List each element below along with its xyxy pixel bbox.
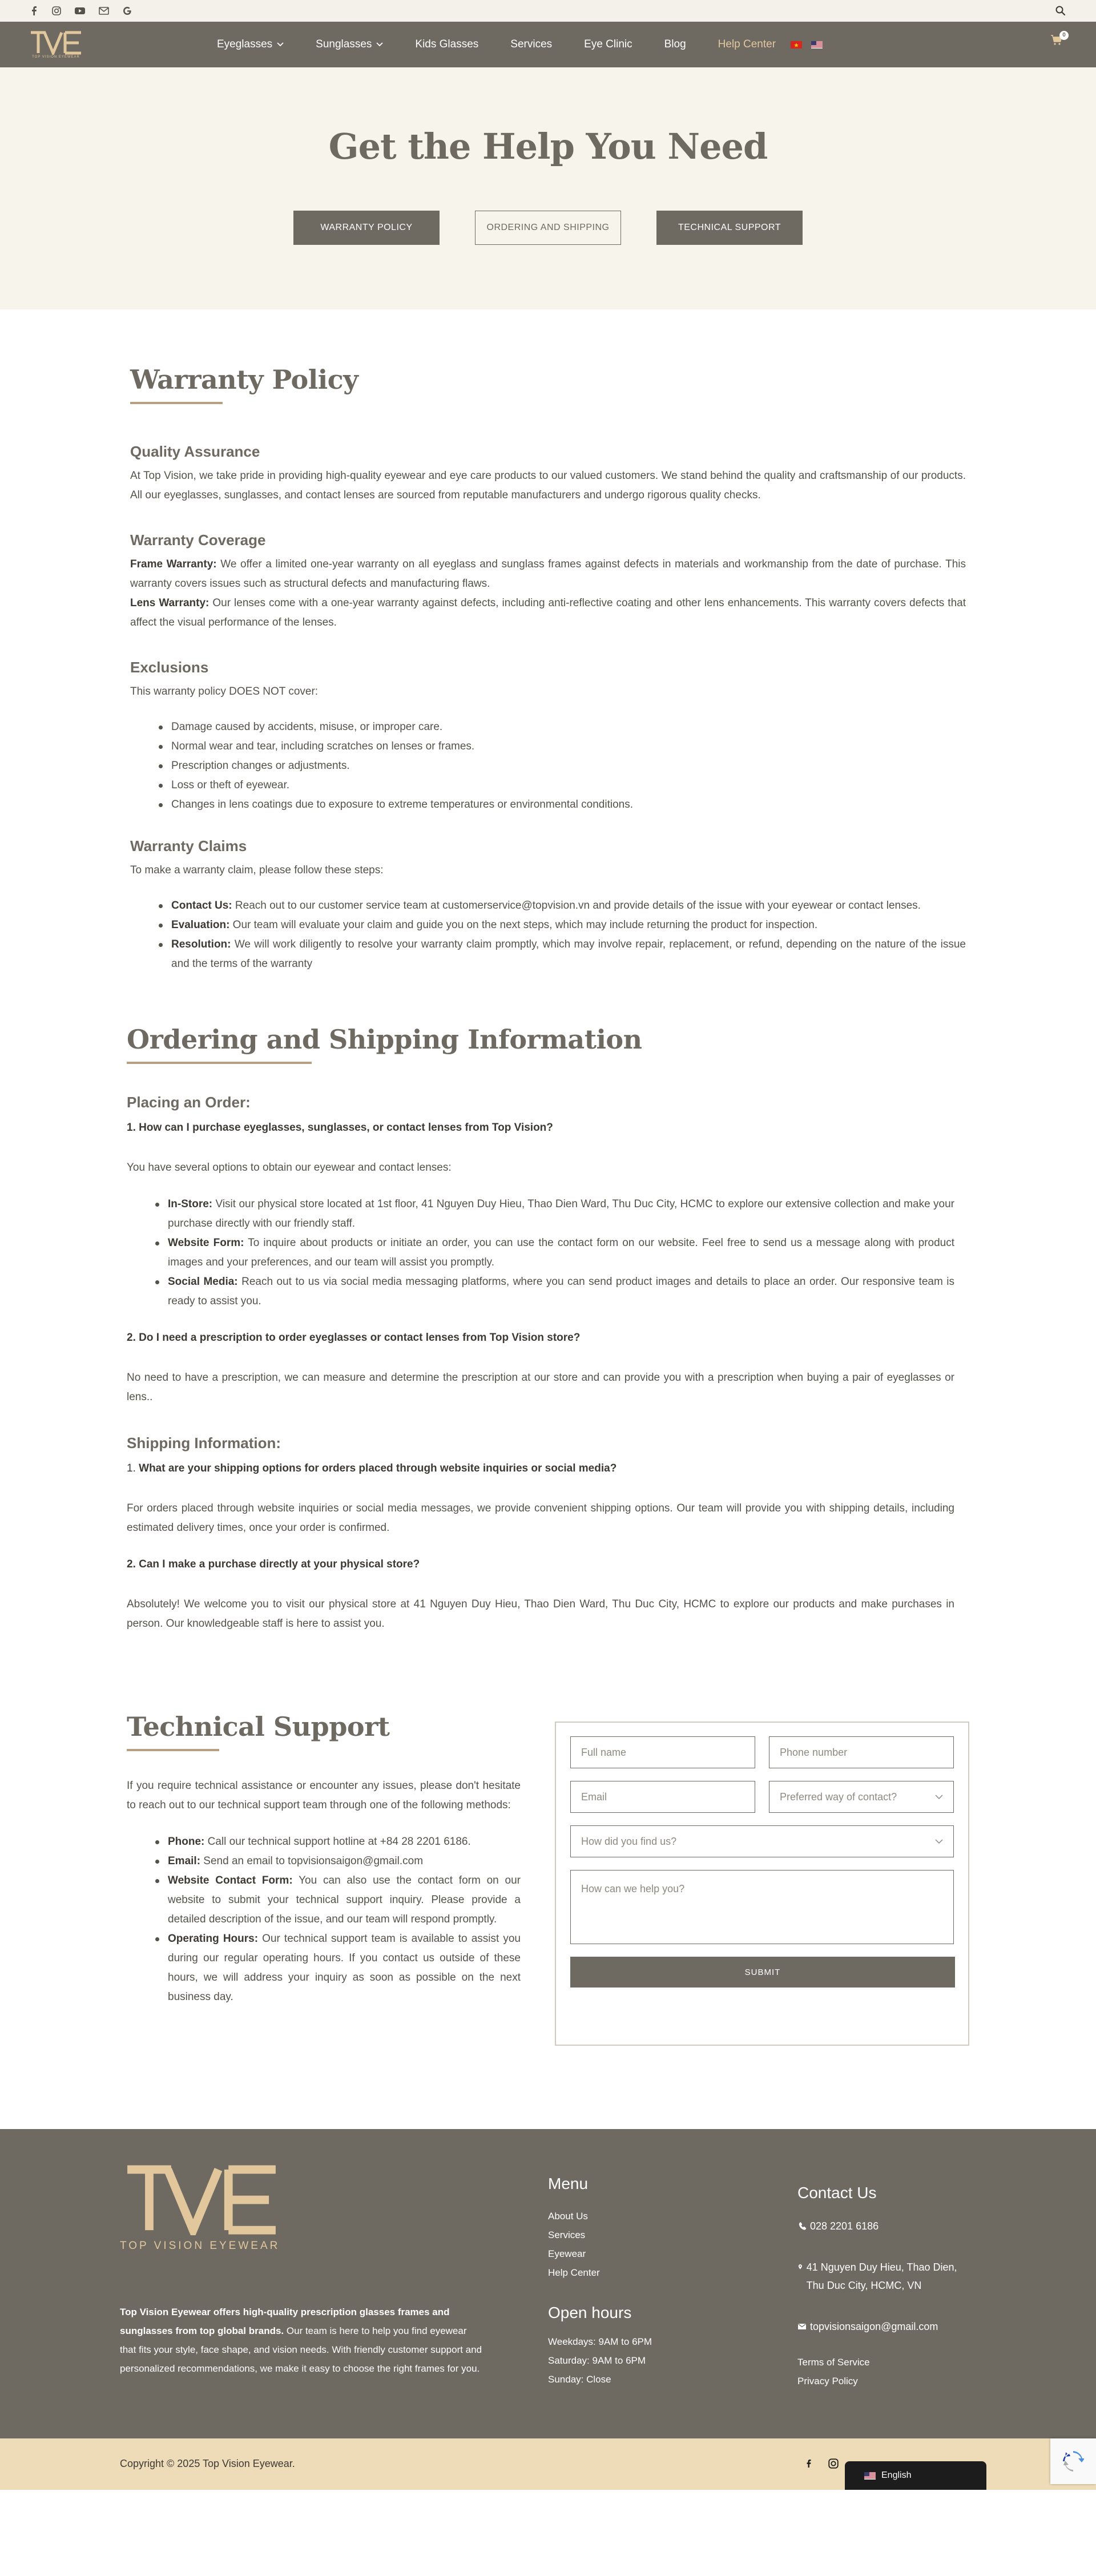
hours-sunday: Sunday: Close (548, 2374, 611, 2385)
item-label: Evaluation: (171, 919, 230, 931)
list-item (168, 1871, 521, 1929)
warranty-title: Warranty Policy (130, 364, 358, 395)
hours-weekdays: Weekdays: 9AM to 6PM (548, 2336, 652, 2347)
contact-email[interactable] (797, 2317, 969, 2336)
item-label: Website Form: (168, 1237, 244, 1249)
item-text: Reach out to our customer service team at customerservice@topvision.vn and provide details of the issue with your eyewear or contact lenses. (232, 900, 921, 912)
ordering-section (127, 974, 954, 1634)
submit-button[interactable]: SUBMIT (570, 1957, 955, 1988)
contact-phone-text: 028 2201 6186 (810, 2220, 879, 2232)
chevron-down-icon (935, 1839, 943, 1844)
copyright-bar (0, 2438, 1096, 2490)
copyright-text: Copyright © 2025 Top Vision Eyewear. (120, 2458, 295, 2469)
email-icon (797, 2317, 807, 2336)
list-item: Loss or theft of eyewear. (171, 776, 966, 795)
facebook-icon[interactable] (805, 2458, 813, 2472)
message-textarea[interactable]: How can we help you? (570, 1870, 954, 1944)
exclusions-heading: Exclusions (130, 659, 209, 676)
question-1-intro: You have several options to obtain our eyewear and contact lenses: (127, 1162, 452, 1174)
footer-description (120, 2303, 483, 2378)
question-number: 1. (127, 1462, 136, 1474)
ordering-title: Ordering and Shipping Information (127, 1024, 642, 1055)
footer-link-about-us[interactable]: About Us (548, 2211, 588, 2222)
contact-address-text: 41 Nguyen Duy Hieu, Thao Dien, Thu Duc City, HCMC, VN (806, 2261, 957, 2291)
lens-warranty-body: Our lenses come with a one-year warranty against defects, including anti-reflective coating and other lens enhancements. This warranty covers defects that affect the visual performance of the lenses. (130, 597, 966, 628)
privacy-policy-link[interactable]: Privacy Policy (797, 2376, 858, 2386)
item-text: Reach out to us via social media messaging platforms, where you can send product images and details to place an order. Our responsive team is ready to assist you. (168, 1276, 955, 1307)
site-logo[interactable] (30, 31, 82, 59)
instagram-icon[interactable] (51, 6, 62, 16)
technical-support-button[interactable]: TECHNICAL SUPPORT (656, 211, 803, 245)
shipping-question-1 (127, 1462, 954, 1475)
item-label: Operating Hours: (168, 1933, 259, 1945)
form-row (570, 1825, 954, 1857)
title-underline (130, 402, 223, 404)
tech-support-intro: If you require technical assistance or encounter any issues, please don't hesitate to reach out to our technical support team through one of the following methods: (127, 1780, 521, 1811)
instagram-icon[interactable] (828, 2458, 839, 2472)
flag-vn-icon[interactable] (791, 41, 802, 49)
item-text: You can also use the contact form on our website to submit your technical support inquiry. Please provide a detailed description of the issue, and our team will respond promptly. (168, 1874, 521, 1925)
shipping-information-heading: Shipping Information: (127, 1434, 281, 1452)
list-item (171, 935, 966, 974)
chevron-down-icon (277, 42, 284, 47)
form-row (570, 1736, 954, 1768)
recaptcha-icon (1062, 2450, 1084, 2472)
nav-help-center[interactable]: Help Center (718, 38, 776, 50)
google-icon[interactable] (122, 6, 132, 16)
question-2: 2. Do I need a prescription to order eyeglasses or contact lenses from Top Vision store? (127, 1332, 581, 1344)
list-item: Prescription changes or adjustments. (171, 756, 966, 776)
flag-us-icon[interactable] (811, 41, 823, 49)
language-switcher[interactable] (845, 2461, 986, 2490)
footer-contact (797, 2184, 969, 2390)
list-item (171, 916, 966, 935)
nav-eye-clinic[interactable]: Eye Clinic (584, 38, 632, 50)
title-underline (127, 1062, 312, 1064)
page-title: Get the Help You Need (328, 126, 768, 167)
hero-section (0, 67, 1096, 309)
logo-subtitle: TOP VISION EYEWEAR (32, 55, 80, 59)
list-item: Damage caused by accidents, misuse, or improper care. (171, 717, 966, 737)
cart-count-badge: 0 (1059, 31, 1069, 40)
nav-label: Sunglasses (316, 38, 372, 50)
item-label: Website Contact Form: (168, 1874, 293, 1886)
title-underline (127, 1749, 219, 1751)
question-text: What are your shipping options for orders placed through website inquiries or social media? (135, 1462, 617, 1474)
warranty-claims-list (130, 896, 966, 974)
terms-of-service-link[interactable]: Terms of Service (797, 2357, 870, 2368)
list-item (168, 1929, 521, 2007)
top-bar (0, 0, 1096, 22)
open-hours-title: Open hours (548, 2304, 632, 2321)
recaptcha-badge[interactable] (1050, 2438, 1096, 2484)
nav-services[interactable]: Services (510, 38, 553, 50)
item-text: We will work diligently to resolve your warranty claim promptly, which may involve repair, replacement, or refund, depending on the nature of the issue and the terms of the warranty (171, 938, 966, 970)
form-row (570, 1781, 954, 1813)
contact-address (797, 2258, 969, 2295)
support-methods-list (127, 1832, 521, 2007)
contact-form (555, 1722, 969, 2046)
footer-link-eyewear[interactable]: Eyewear (548, 2248, 586, 2259)
social-links (30, 6, 132, 16)
nav-blog[interactable]: Blog (664, 38, 686, 50)
item-text: To inquire about products or initiate an order, you can use the contact form on our website. Feel free to send us a message along with product images and your preferences, and our team will assist you promptly. (168, 1237, 954, 1268)
lens-warranty-label: Lens Warranty: (130, 597, 209, 609)
item-label: Resolution: (171, 938, 231, 950)
contact-title: Contact Us (797, 2184, 877, 2202)
nav-kids-glasses[interactable]: Kids Glasses (415, 38, 479, 50)
tve-logo-icon (30, 31, 82, 55)
list-item (168, 1272, 954, 1311)
chevron-down-icon (376, 42, 383, 47)
form-row (570, 1870, 954, 1944)
quality-assurance-heading: Quality Assurance (130, 443, 260, 460)
frame-warranty-label: Frame Warranty: (130, 558, 217, 570)
main-nav (217, 38, 823, 51)
tve-logo-icon (120, 2164, 283, 2235)
email-icon[interactable] (98, 6, 110, 15)
frame-warranty-body: We offer a limited one-year warranty on all eyeglass and sunglass frames against defects in materials and workmanship from the date of purchase. This warranty covers issues such as structural defects and manufacturing flaws. (130, 558, 966, 590)
warranty-claims-heading: Warranty Claims (130, 837, 247, 854)
warranty-section (130, 309, 966, 974)
hero-buttons (0, 211, 1096, 245)
cart-button[interactable] (1050, 32, 1066, 49)
search-icon[interactable] (1055, 5, 1066, 17)
purchase-options-list (127, 1195, 954, 1311)
contact-way-placeholder: Preferred way of contact? (780, 1791, 897, 1803)
language-label: English (881, 2470, 912, 2480)
footer-link-help-center[interactable]: Help Center (548, 2267, 600, 2278)
list-item (168, 1832, 521, 1852)
footer-description-text: Our team is here to help you find eyewear that fits your style, face shape, and vision needs. With friendly customer support and personalized recommendations, we make it easy to choose the right frames for you. (120, 2325, 482, 2374)
item-text: Send an email to topvisionsaigon@gmail.com (200, 1855, 424, 1867)
question-2-answer: No need to have a prescription, we can measure and determine the prescription at our store and can provide you with a prescription when buying a pair of eyeglasses or lens.. (127, 1372, 954, 1403)
footer-menu-title: Menu (548, 2175, 589, 2192)
find-us-select[interactable] (570, 1825, 954, 1857)
nav-sunglasses[interactable] (316, 38, 383, 51)
location-pin-icon (797, 2258, 803, 2276)
list-item (171, 896, 966, 916)
technical-support-section (127, 1634, 969, 2046)
nav-eyeglasses[interactable] (217, 38, 284, 51)
phone-icon (797, 2217, 807, 2235)
tech-support-info (127, 1711, 521, 2046)
shipping-question-2-answer: Absolutely! We welcome you to visit our physical store at 41 Nguyen Duy Hieu, Thao Dien Ward, Thu Duc City, HCMC to explore our products and make purchases in person. Our knowledgeable staff is here to assist you. (127, 1598, 954, 1630)
item-text: Call our technical support hotline at +84 28 2201 6186. (204, 1836, 471, 1848)
footer-logo-tagline: TOP VISION EYEWEAR (120, 2240, 280, 2252)
list-item (168, 1195, 954, 1233)
ordering-shipping-button[interactable]: ORDERING AND SHIPPING (475, 211, 621, 245)
warranty-claims-intro: To make a warranty claim, please follow these steps: (130, 864, 384, 876)
list-item: Normal wear and tear, including scratches on lenses or frames. (171, 737, 966, 756)
nav-label: Eyeglasses (217, 38, 273, 50)
frame-warranty-text (130, 555, 966, 594)
contact-phone[interactable] (797, 2217, 969, 2235)
warranty-coverage-heading: Warranty Coverage (130, 531, 266, 549)
flag-us-icon (864, 2472, 876, 2480)
quality-assurance-text: At Top Vision, we take pride in providing high-quality eyewear and eye care products to our valued customers. We stand behind the quality and craftsmanship of our products. All our eyeglasses, sunglasses, and contact lenses are sourced from reputable manufacturers and undergo rigorous quality checks. (130, 470, 966, 501)
chevron-down-icon (935, 1795, 943, 1799)
footer-menu (548, 2175, 600, 2282)
list-item (168, 1233, 954, 1272)
footer-link-services[interactable]: Services (548, 2230, 586, 2240)
find-us-placeholder: How did you find us? (581, 1835, 677, 1847)
shipping-question-1-answer: For orders placed through website inquiries or social media messages, we provide convenient shipping options. Our team will provide you with shipping details, including estimated delivery times, once your order is confirmed. (127, 1502, 954, 1534)
exclusions-intro: This warranty policy DOES NOT cover: (130, 686, 319, 698)
warranty-policy-button[interactable]: WARRANTY POLICY (293, 211, 440, 245)
facebook-icon[interactable] (30, 6, 39, 16)
tech-support-title: Technical Support (127, 1711, 390, 1742)
site-header (0, 22, 1096, 67)
full-name-input[interactable]: Full name (570, 1736, 755, 1768)
item-label: Email: (168, 1855, 201, 1867)
list-item (168, 1852, 521, 1871)
footer-brand (120, 2164, 483, 2378)
lens-warranty-text (130, 594, 966, 632)
list-item: Changes in lens coatings due to exposure to extreme temperatures or environmental conditions. (171, 795, 966, 815)
email-input[interactable]: Email (570, 1781, 755, 1813)
item-text: Our team will evaluate your claim and guide you on the next steps, which may include returning the product for inspection. (229, 919, 818, 931)
question-1: 1. How can I purchase eyeglasses, sunglasses, or contact lenses from Top Vision? (127, 1122, 553, 1134)
item-label: Social Media: (168, 1276, 238, 1288)
shipping-question-2: 2. Can I make a purchase directly at your physical store? (127, 1558, 420, 1570)
item-label: Contact Us: (171, 900, 232, 912)
phone-number-input[interactable]: Phone number (769, 1736, 954, 1768)
contact-way-select[interactable] (769, 1781, 954, 1813)
footer-social-links (805, 2458, 839, 2472)
site-footer (0, 2129, 1096, 2438)
item-text: Visit our physical store located at 1st floor, 41 Nguyen Duy Hieu, Thao Dien Ward, Thu Duc City, HCMC to explore our extensive collection and make your purchase directly with our friendly staff. (168, 1198, 954, 1229)
youtube-icon[interactable] (74, 6, 86, 15)
contact-email-text: topvisionsaigon@gmail.com (810, 2321, 938, 2332)
exclusions-list (130, 717, 966, 815)
footer-description-bold: Top Vision Eyewear offers high-quality prescription glasses frames and sunglasses from top global brands. (120, 2307, 450, 2336)
hours-saturday: Saturday: 9AM to 6PM (548, 2355, 646, 2366)
placing-order-heading: Placing an Order: (127, 1094, 251, 1111)
item-label: Phone: (168, 1836, 205, 1848)
item-label: In-Store: (168, 1198, 213, 1210)
footer-open-hours (548, 2304, 652, 2389)
item-text: Our technical support team is available to assist you during our regular operating hours. If you contact us outside of these hours, we will address your inquiry as soon as possible on the next business day. (168, 1933, 521, 2003)
